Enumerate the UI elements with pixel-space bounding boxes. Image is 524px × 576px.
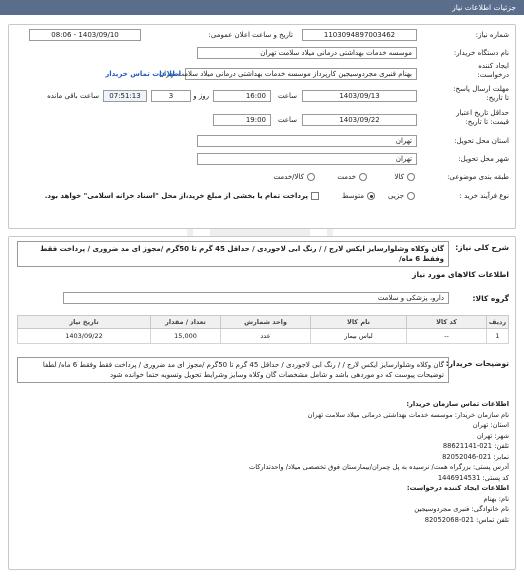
price-validity-label-2: قیمت: تا تاریخ: [465, 118, 509, 126]
radio-icon [359, 173, 367, 181]
cell-need-date: 1403/09/22 [18, 329, 151, 344]
reply-time-label: ساعت [277, 92, 297, 100]
col-quantity: تعداد / مقدار [151, 316, 221, 329]
contact-city: شهر: تهران [476, 431, 509, 440]
contact-province: استان: تهران [472, 421, 509, 429]
goods-group-field: دارو، پزشکی و سلامت [63, 292, 449, 304]
contact-fax: نمابر: 021-82052046 [442, 452, 509, 461]
reply-deadline-label-2: تا تاریخ: [486, 94, 509, 102]
price-validity-time-field: 19:00 [213, 114, 271, 126]
days-remaining-field: 3 [151, 90, 191, 102]
price-validity-date-field: 1403/09/22 [302, 114, 417, 126]
col-row: ردیف [487, 316, 509, 329]
buyer-notes-field: گان وکلاه وشلوارسایز ایکس لارج / / رنگ ابی لاجوردی / حداقل 45 گرم تا 50گرم /مجوز ای مد ضروری / پرداخت فقط وفقط 6 ماه/ لطفا توضیحات پیوست که دو موردهی باشد و شامل مشخصات گان وکلاه وسایز وشرایط تحویل وتسویه حتما خوانده شود [17, 357, 449, 383]
requester-label-2: درخواست: [477, 71, 509, 79]
reply-deadline-label-1: مهلت ارسال پاسخ: [453, 85, 509, 93]
cell-name: لباس بیمار [311, 329, 407, 344]
requester-first-name: نام: بهنام [483, 494, 509, 503]
process-option-partial[interactable]: جزیی [388, 192, 415, 200]
need-info-panel [8, 24, 516, 229]
contact-phone: تلفن: 021-88621141 [442, 442, 509, 450]
checkbox-icon [311, 192, 319, 200]
cell-quantity: 15,000 [151, 329, 221, 344]
process-option-medium[interactable]: متوسط [342, 192, 375, 200]
treasury-payment-checkbox[interactable]: پرداخت تمام یا بخشی از مبلغ خرید،از محل "اسناد خزانه اسلامی" خواهد بود. [45, 192, 319, 200]
radio-icon [407, 173, 415, 181]
contact-org: نام سازمان خریدار: موسسه خدمات بهداشتی درمانی میلاد سلامت تهران [307, 410, 509, 419]
goods-group-label: گروه کالا: [472, 294, 509, 303]
table-row [18, 329, 509, 344]
page-title: جزئیات اطلاعات نیاز [452, 3, 516, 12]
goods-table [17, 315, 509, 344]
page-header [0, 0, 524, 15]
category-option-goods-service[interactable]: کالا/خدمت [274, 173, 315, 181]
contact-postal-code: کد پستی: 1446914531 [437, 473, 509, 482]
contact-address: آدرس پستی: بزرگراه همت/ نرسیده به پل چمران/بیمارستان فوق تخصصی میلاد/ واحدتدارکات [248, 463, 509, 471]
buyer-notes-label: توضیحات خریدار: [445, 359, 509, 368]
announce-date-label: تاریخ و ساعت اعلان عمومی: [208, 31, 293, 39]
requester-phone: تلفن تماس: 021-82052068 [424, 515, 509, 524]
announce-date-field: 1403/09/10 - 08:06 [29, 29, 141, 41]
goods-table-header [18, 316, 509, 329]
reply-date-field: 1403/09/13 [302, 90, 417, 102]
requester-last-name: نام خانوادگی: فنبری مجردوسیجین [414, 505, 509, 513]
col-need-date: تاریخ نیاز [18, 316, 151, 329]
cell-unit: عدد [221, 329, 311, 344]
radio-icon [307, 173, 315, 181]
delivery-city-label: شهر محل تحویل: [458, 155, 509, 163]
buyer-contact-section [17, 399, 509, 525]
price-validity-label-1: حداقل تاریخ اعتبار [456, 109, 509, 117]
col-name: نام کالا [311, 316, 407, 329]
general-desc-label: شرح کلی نیاز: [455, 243, 509, 252]
remaining-label: ساعت باقی مانده [47, 92, 99, 100]
remaining-time-field: 07:51:13 [103, 90, 147, 102]
col-code: کد کالا [407, 316, 487, 329]
days-label: روز و [193, 92, 209, 100]
buyer-org-label: نام دستگاه خریدار: [453, 49, 509, 57]
requester-label-1: ایجاد کننده [478, 62, 509, 70]
need-details-panel [8, 236, 516, 570]
category-option-goods[interactable]: کالا [395, 173, 415, 181]
process-type-label: نوع فرآیند خرید : [459, 192, 509, 200]
cell-code: -- [407, 329, 487, 344]
buyer-org-field: موسسه خدمات بهداشتی درمانی میلاد سلامت تهران [197, 47, 417, 59]
delivery-province-label: استان محل تحویل: [454, 137, 509, 145]
category-label: طبقه بندی موضوعی: [447, 173, 509, 181]
category-option-service[interactable]: خدمت [337, 173, 367, 181]
reply-time-field: 16:00 [213, 90, 271, 102]
buyer-contact-link[interactable]: اطلاعات تماس خریدار [105, 70, 181, 78]
radio-selected-icon [367, 192, 375, 200]
delivery-province-field: تهران [197, 135, 417, 147]
price-validity-time-label: ساعت [277, 116, 297, 124]
goods-info-title: اطلاعات کالاهای مورد نیاز [412, 270, 509, 279]
need-number-field: 1103094897003462 [302, 29, 417, 41]
col-unit: واحد شمارش [221, 316, 311, 329]
goods-table-wrapper [17, 315, 509, 344]
cell-row: 1 [487, 329, 509, 344]
contact-title: اطلاعات تماس سازمان خریدار: [406, 400, 509, 408]
general-desc-field: گان وکلاه وشلوارسایز ایکس لارج / / رنگ ابی لاجوردی / حداقل 45 گرم تا 50گرم /مجوز ای مد ضروری / پرداخت فقط وفقط 6 ماه/ [17, 241, 449, 267]
need-number-label: شماره نیاز: [475, 31, 509, 39]
delivery-city-field: تهران [197, 153, 417, 165]
requester-info-title: اطلاعات ایجاد کننده درخواست: [406, 484, 509, 492]
requester-field: بهنام فنبری مجردوسیجین کارپرداز موسسه خدمات بهداشتی درمانی میلاد سلامت تهران [185, 68, 417, 80]
radio-icon [407, 192, 415, 200]
